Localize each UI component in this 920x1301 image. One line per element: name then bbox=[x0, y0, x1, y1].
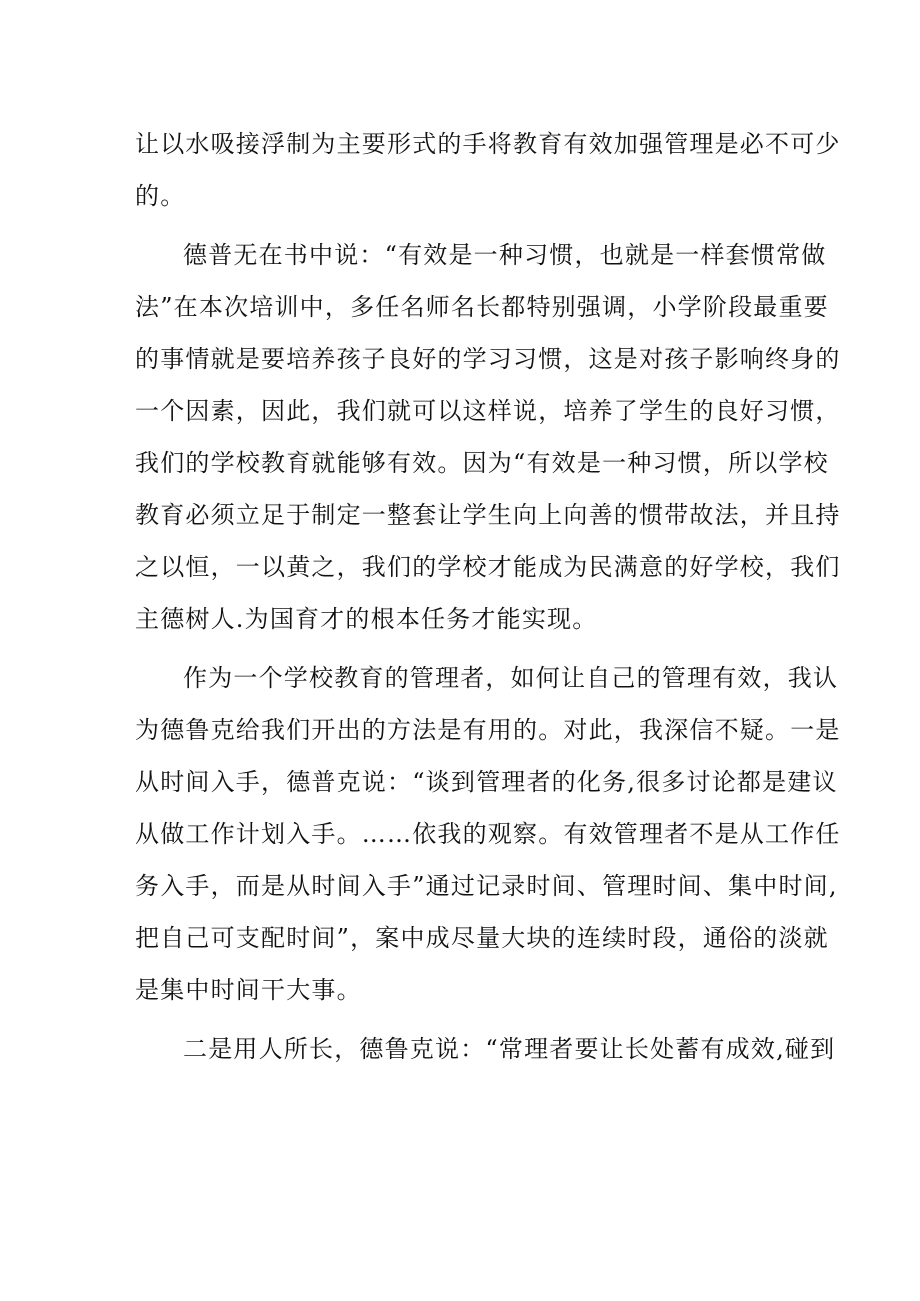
paragraph-line: 是集中时间干大事。 bbox=[135, 976, 362, 1004]
paragraph-line: 二是用人所长，德鲁克说：“常理者要让长处蓄有成效,碰到 bbox=[183, 1035, 836, 1063]
paragraph-line: 一个因素，因此，我们就可以这样说，培养了学生的良好习惯， bbox=[135, 397, 841, 425]
paragraph-line: 德普无在书中说：“有效是一种习惯，也就是一样套惯常做 bbox=[183, 241, 827, 269]
paragraph-1 bbox=[135, 118, 841, 222]
paragraph-3 bbox=[135, 652, 841, 1016]
paragraph-line: 作为一个学校教育的管理者，如何让自己的管理有效，我认 bbox=[183, 664, 839, 692]
paragraph-line: 教育必须立足于制定一整套让学生向上向善的惯带故法，并且持 bbox=[135, 501, 841, 529]
paragraph-line: 法”在本次培训中，多任名师名长都特别强调，小学阶段最重要 bbox=[135, 293, 829, 321]
paragraph-line: 让以水吸接浮制为主要形式的手将教育有效加强管理是必不可少 bbox=[135, 130, 841, 158]
paragraph-line: 从做工作计划入手。……依我的观察。有效管理者不是从工作任 bbox=[135, 820, 841, 848]
paragraph-line: 从时间入手，德普克说：“谈到管理者的化务,很多讨论都是建议 bbox=[135, 768, 838, 796]
document-body bbox=[135, 118, 841, 1082]
paragraph-line: 的。 bbox=[135, 182, 186, 210]
paragraph-line: 主德树人.为国育才的根本任务才能实现。 bbox=[135, 605, 598, 633]
paragraph-2 bbox=[135, 229, 841, 645]
paragraph-line: 我们的学校教育就能够有效。因为“有效是一种习惯，所以学校 bbox=[135, 449, 829, 477]
paragraph-line: 的事情就是要培养孩子良好的学习习惯，这是对孩子影响终身的 bbox=[135, 345, 841, 373]
paragraph-4 bbox=[135, 1023, 836, 1075]
paragraph-line: 务入手，而是从时间入手”通过记录时间、管理时间、集中时间, bbox=[135, 872, 838, 900]
paragraph-line: 把自己可支配时间”，案中成尽量大块的连续时段，通俗的淡就 bbox=[135, 924, 829, 952]
paragraph-line: 为德鲁克给我们开出的方法是有用的。对此，我深信不疑。一是 bbox=[135, 716, 841, 744]
paragraph-line: 之以恒，一以黄之，我们的学校才能成为民满意的好学校，我们 bbox=[135, 553, 841, 581]
